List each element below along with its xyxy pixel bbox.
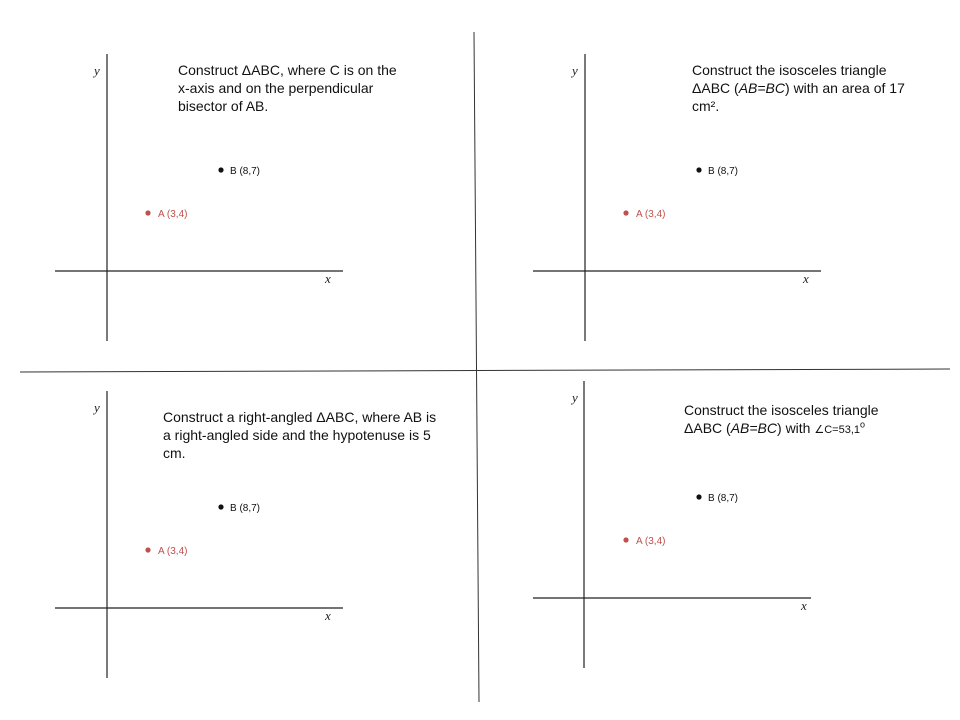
task-line-2-condition: AB=BC: [730, 420, 778, 436]
panel-bottom-right: [478, 327, 958, 687]
task-line-1: Construct a right-angled ΔABC, where AB is: [163, 409, 437, 425]
coordinate-grid: [0, 337, 480, 697]
coordinate-grid: [478, 327, 958, 687]
task-text: [684, 401, 879, 439]
y-axis-label: y: [572, 63, 578, 78]
task-line-1: Construct the isosceles triangle: [684, 402, 879, 418]
task-text: [163, 408, 436, 462]
point-b-label: B (8,7): [230, 503, 261, 514]
task-line-2: [692, 79, 905, 97]
task-line-2: [684, 419, 879, 439]
point-a-label: A (3,4): [636, 536, 666, 547]
angle-condition: ∠C=53,1: [814, 424, 860, 436]
point-b-label: B (8,7): [230, 166, 261, 177]
task-line-2-condition: AB=BC: [738, 80, 786, 96]
point-b-label: B (8,7): [708, 493, 739, 504]
point-a-marker: [145, 210, 150, 215]
point-b-marker: [218, 504, 223, 509]
task-line-2: x-axis and on the perpendicular: [178, 80, 374, 96]
task-text: [692, 61, 905, 115]
task-line-2: a right-angled side and the hypotenuse is 5: [163, 427, 431, 443]
task-line-2-start: ΔABC (: [684, 420, 731, 436]
point-a-marker: [623, 210, 628, 215]
panel-bottom-left: [0, 337, 480, 697]
x-axis-label: x: [325, 271, 331, 286]
panel-top-left: [0, 0, 480, 360]
task-line-2-start: ΔABC (: [692, 80, 739, 96]
y-axis-label: y: [572, 390, 578, 405]
degree-symbol: o: [860, 419, 866, 430]
task-line-3: bisector of AB.: [178, 98, 269, 114]
point-a-label: A (3,4): [158, 546, 188, 557]
y-axis-label: y: [94, 400, 100, 415]
task-line-1: Construct ΔABC, where C is on the: [178, 62, 397, 78]
panel-top-right: [478, 0, 958, 360]
task-line-3: cm.: [163, 445, 186, 461]
coordinate-grid: [478, 0, 958, 360]
point-b-marker: [696, 167, 701, 172]
x-axis-label: x: [803, 271, 809, 286]
task-line-3: cm².: [692, 98, 720, 114]
x-axis-label: x: [325, 608, 331, 623]
coordinate-grid: [0, 0, 480, 360]
task-line-2-end: ) with an area of 17: [785, 80, 905, 96]
point-a-marker: [145, 547, 150, 552]
point-a-label: A (3,4): [636, 209, 666, 220]
point-a-marker: [623, 537, 628, 542]
task-text: [178, 61, 397, 115]
point-b-marker: [218, 167, 223, 172]
task-line-1: Construct the isosceles triangle: [692, 62, 887, 78]
task-line-2-end: ) with: [777, 420, 815, 436]
point-b-label: B (8,7): [708, 166, 739, 177]
y-axis-label: y: [94, 63, 100, 78]
point-a-label: A (3,4): [158, 209, 188, 220]
point-b-marker: [696, 494, 701, 499]
x-axis-label: x: [801, 598, 807, 613]
